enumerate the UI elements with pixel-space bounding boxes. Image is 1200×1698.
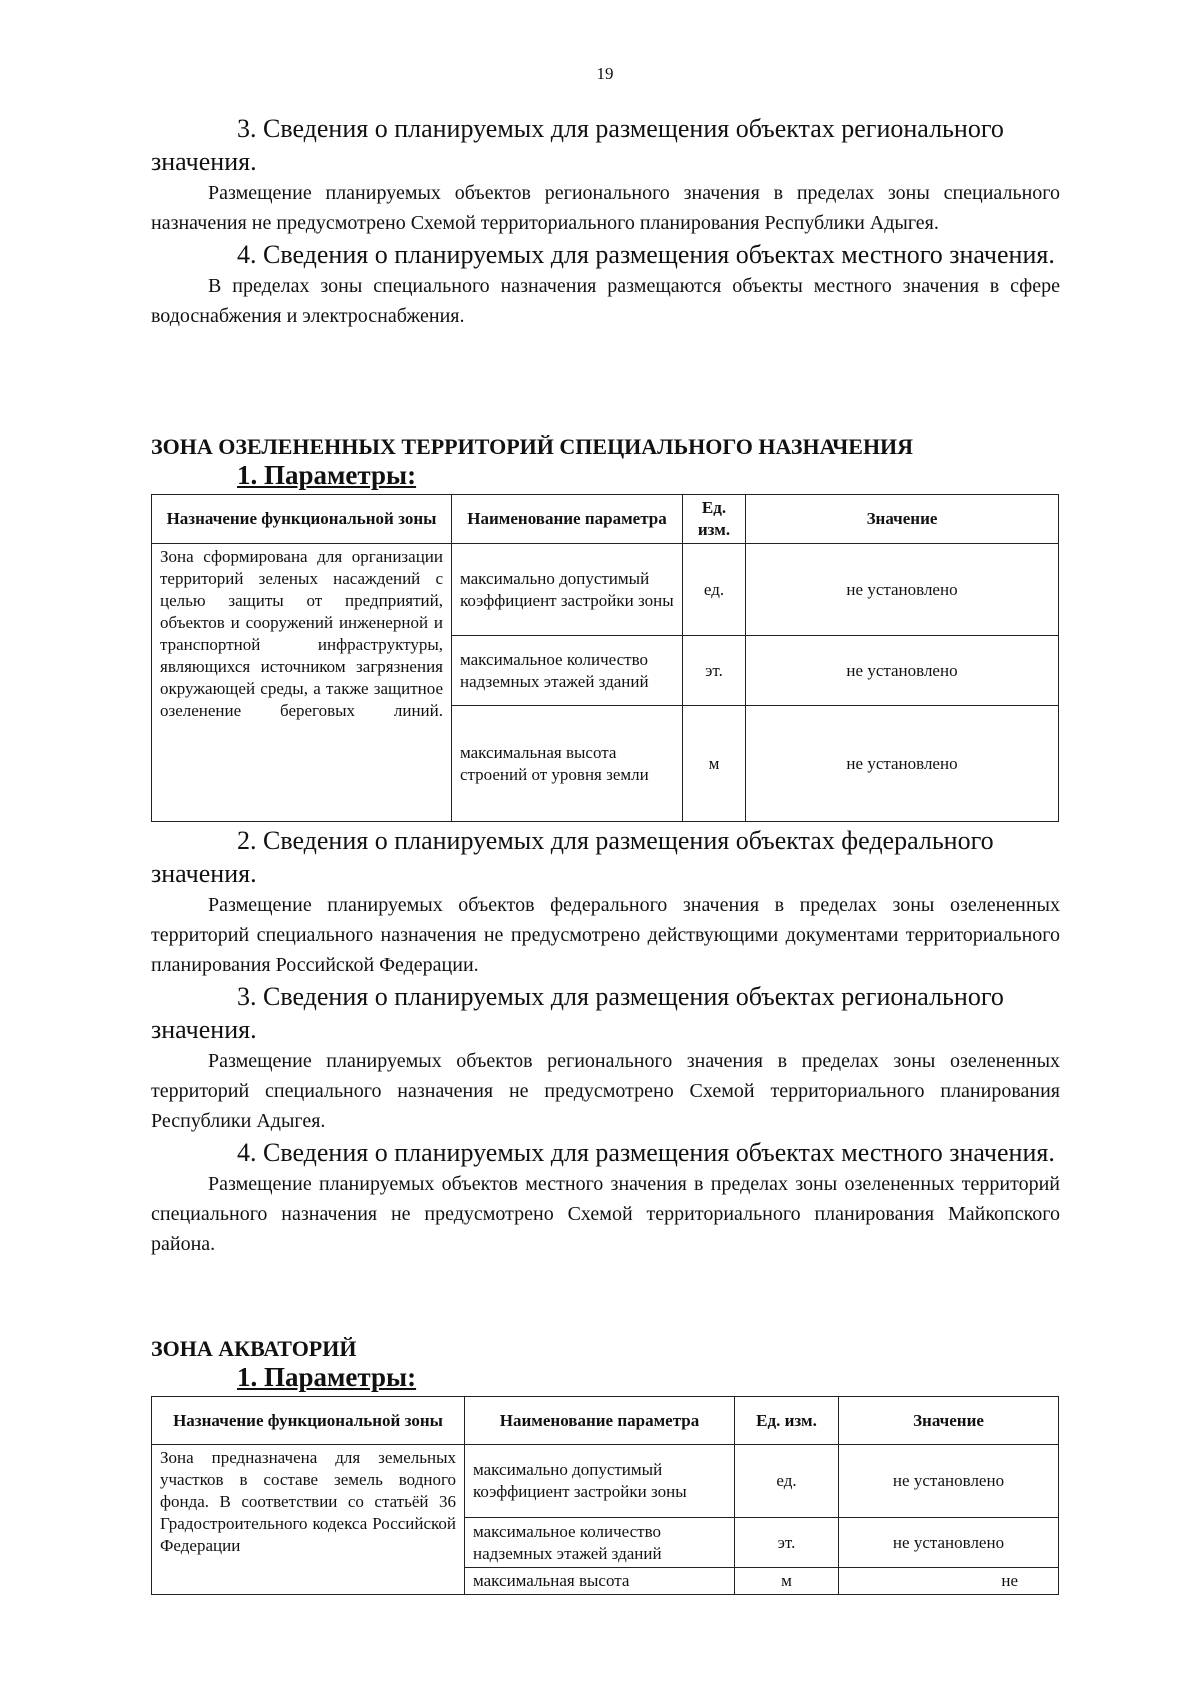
param-unit: эт.: [735, 1518, 839, 1568]
param-value: не установлено: [746, 706, 1059, 822]
federal-objects-heading: 2. Сведения о планируемых для размещения объектах федерального значения.: [151, 826, 994, 888]
param-name: максимально допустимый коэффициент застройки зоны: [465, 1445, 735, 1518]
federal-objects-text: Размещение планируемых объектов федерального значения в пределах зоны озелененных территорий специального назначения не предусмотрено действующими документами территориального планирования Российской Федерации.: [151, 894, 1060, 976]
water-zone-params-heading: 1. Параметры:: [237, 1362, 417, 1392]
regional-objects-heading: 3. Сведения о планируемых для размещения объектах регионального значения.: [151, 114, 1004, 176]
param-unit: м: [735, 1568, 839, 1595]
param-name: максимальная высота: [465, 1568, 735, 1595]
param-unit: ед.: [735, 1445, 839, 1518]
regional-objects-text: Размещение планируемых объектов регионального значения в пределах зоны озелененных территорий специального назначения не предусмотрено Схемой территориального планирования Республики Адыгея.: [151, 1050, 1060, 1132]
page-number: 19: [596, 64, 614, 83]
param-unit: эт.: [683, 636, 746, 706]
param-name: максимальная высота строений от уровня земли: [452, 706, 683, 822]
local-objects-text: Размещение планируемых объектов местного значения в пределах зоны озелененных территорий специального назначения не предусмотрено Схемой территориального планирования Майкопского района.: [151, 1173, 1060, 1255]
param-value: не установлено: [746, 636, 1059, 706]
intro-section: [151, 112, 1060, 331]
local-objects-text: В пределах зоны специального назначения размещаются объекты местного значения в сфере водоснабжения и электроснабжения.: [151, 275, 1060, 327]
param-value: не установлено: [839, 1445, 1059, 1518]
green-zone-params-heading: 1. Параметры:: [237, 460, 417, 490]
zone-description: Зона предназначена для земельных участков в составе земель водного фонда. В соответствии со статьёй 36 Градостроительного кодекса Российской Федерации: [152, 1445, 465, 1595]
green-zone-sections: [151, 824, 1060, 1259]
param-unit: м: [683, 706, 746, 822]
param-value: не: [839, 1568, 1059, 1595]
water-zone-title: ЗОНА АКВАТОРИЙ: [151, 1336, 357, 1361]
table-header: Ед. изм.: [683, 495, 746, 544]
table-header: Назначение функциональной зоны: [152, 1397, 465, 1445]
param-unit: ед.: [683, 544, 746, 636]
local-objects-heading: 4. Сведения о планируемых для размещения объектах местного значения.: [237, 240, 1055, 269]
table-header: Назначение функциональной зоны: [152, 495, 452, 544]
table-header: Ед. изм.: [735, 1397, 839, 1445]
table-header: Значение: [839, 1397, 1059, 1445]
zone-description: Зона сформирована для организации территорий зеленых насаждений с целью защиты от предприятий, объектов и сооружений инженерной и транспортной инфраструктуры, являющихся источником загрязнения окружающей среды, а также защитное озеленение береговых линий.: [152, 544, 452, 822]
table-header: Значение: [746, 495, 1059, 544]
table-header: Наименование параметра: [452, 495, 683, 544]
param-value: не установлено: [746, 544, 1059, 636]
param-name: максимальное количество надземных этажей зданий: [452, 636, 683, 706]
param-name: максимально допустимый коэффициент застройки зоны: [452, 544, 683, 636]
table-header: Наименование параметра: [465, 1397, 735, 1445]
local-objects-heading: 4. Сведения о планируемых для размещения объектах местного значения.: [237, 1138, 1055, 1167]
param-name: максимальное количество надземных этажей зданий: [465, 1518, 735, 1568]
table-row: [152, 544, 1059, 636]
param-value: не установлено: [839, 1518, 1059, 1568]
regional-objects-text: Размещение планируемых объектов регионального значения в пределах зоны специального назначения не предусмотрено Схемой территориального планирования Республики Адыгея.: [151, 182, 1060, 234]
water-zone-header: [151, 1336, 1060, 1393]
green-zone-header: [151, 434, 1060, 491]
green-zone-title: ЗОНА ОЗЕЛЕНЕННЫХ ТЕРРИТОРИЙ СПЕЦИАЛЬНОГО НАЗНАЧЕНИЯ: [151, 434, 914, 459]
table-row: [152, 1445, 1059, 1518]
green-zone-params-table: [151, 494, 1059, 822]
regional-objects-heading: 3. Сведения о планируемых для размещения объектах регионального значения.: [151, 982, 1004, 1044]
water-zone-params-table: [151, 1396, 1059, 1595]
